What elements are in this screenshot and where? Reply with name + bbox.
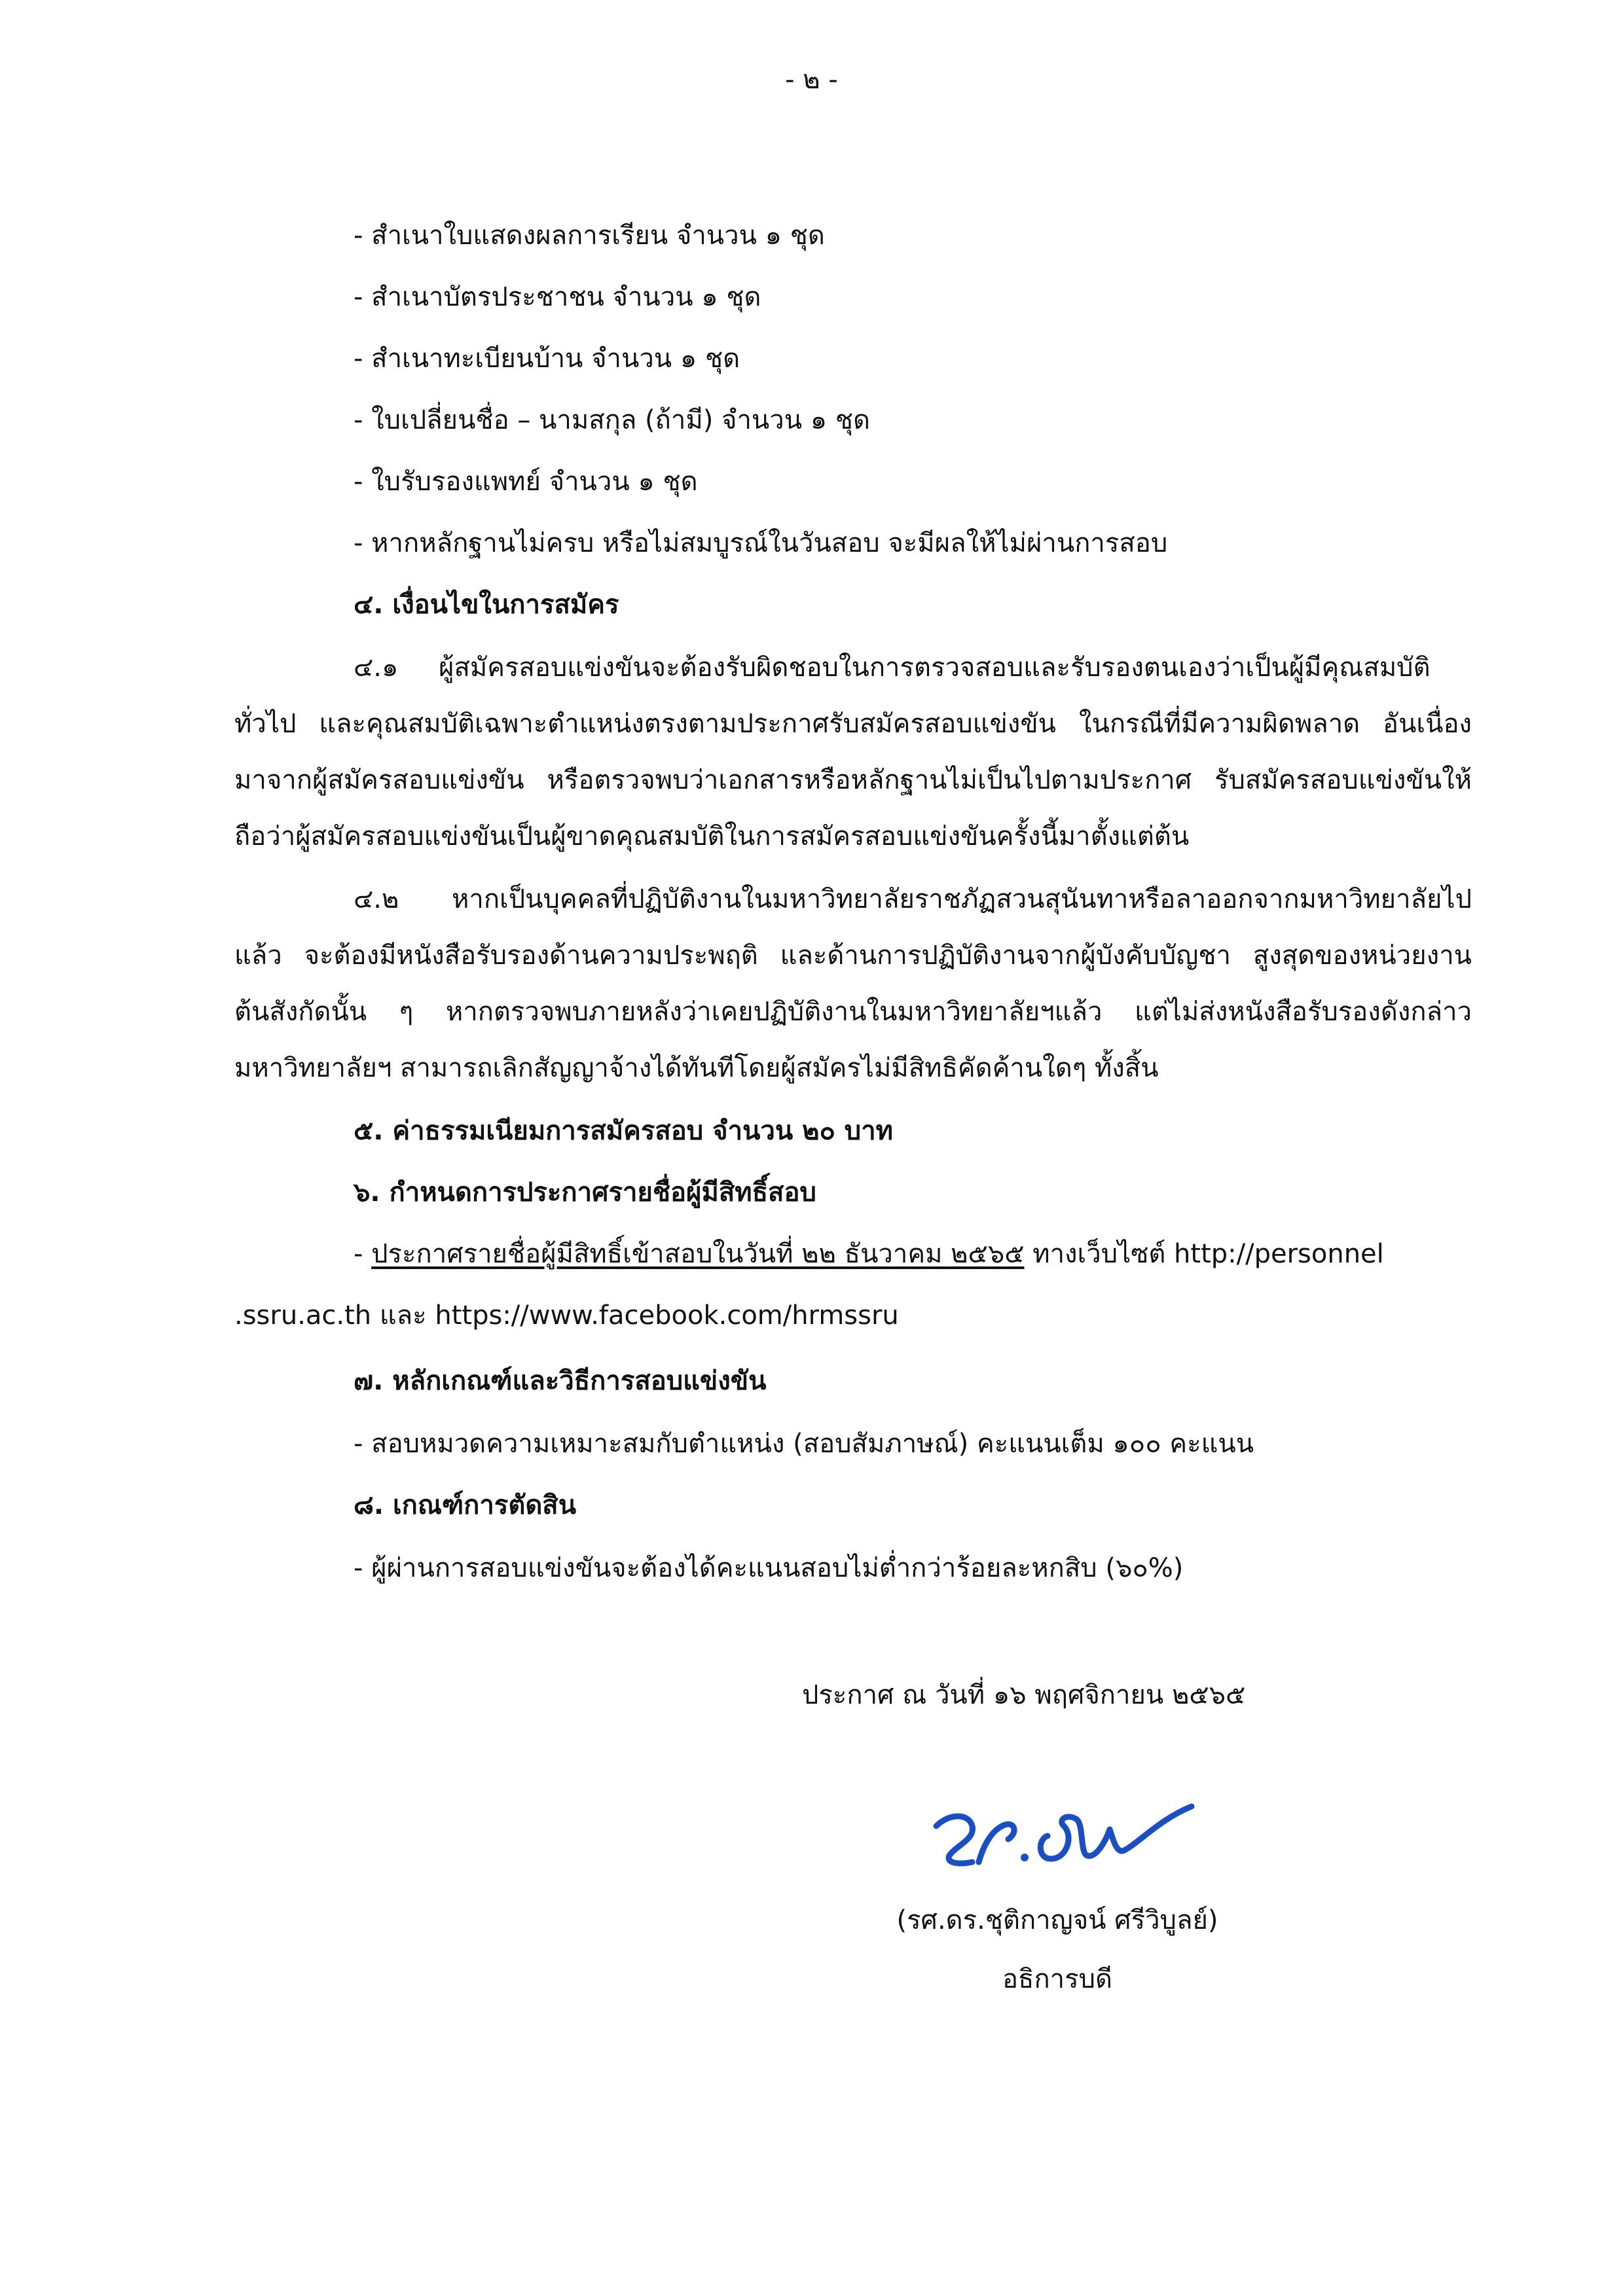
section-heading: ๗. หลักเกณฑ์และวิธีการสอบแข่งขัน (354, 1366, 767, 1396)
paragraph-line: แล้ว จะต้องมีหนังสือรับรองด้านความประพฤติ และด้านการปฏิบัติงานจากผู้บังคับบัญชา สูงสุดของหน่วยงาน (234, 941, 1472, 971)
paragraph-line: ต้นสังกัดนั้น ๆ หากตรวจพบภายหลังว่าเคยปฏิบัติงานในมหาวิทยาลัยฯแล้ว แต่ไม่ส่งหนังสือรับรองดังกล่าว (234, 997, 1472, 1027)
document-item: - ใบรับรองแพทย์ จำนวน ๑ ชุด (354, 467, 698, 497)
website-text: ทางเว็บไซต์ http://personnel (1024, 1239, 1384, 1269)
section-heading: ๖. กำหนดการประกาศรายชื่อผู้มีสิทธิ์สอบ (354, 1177, 816, 1208)
signer-name: (รศ.ดร.ชุติกาญจน์ ศรีวิบูลย์) (896, 1905, 1218, 1935)
dash: - (354, 1239, 372, 1269)
announcement-line (354, 1234, 1384, 1274)
website-urls: .ssru.ac.th และ https://www.facebook.com/hrmssru (234, 1300, 899, 1331)
document-item: - หากหลักฐานไม่ครบ หรือไม่สมบูรณ์ในวันสอบ จะมีผลให้ไม่ผ่านการสอบ (354, 528, 1168, 558)
criteria-item: - ผู้ผ่านการสอบแข่งขันจะต้องได้คะแนนสอบไม่ต่ำกว่าร้อยละหกสิบ (๖๐%) (354, 1553, 1184, 1583)
paragraph-text: ผู้สมัครสอบแข่งขันจะต้องรับผิดชอบในการตรวจสอบและรับรองตนเองว่าเป็นผู้มีคุณสมบัติ (439, 653, 1431, 683)
document-item: - สำเนาบัตรประชาชน จำนวน ๑ ชุด (354, 282, 761, 312)
document-item: - ใบเปลี่ยนชื่อ – นามสกุล (ถ้ามี) จำนวน ๑ ชุด (354, 405, 871, 435)
paragraph-line: ถือว่าผู้สมัครสอบแข่งขันเป็นผู้ขาดคุณสมบัติในการสมัครสอบแข่งขันครั้งนี้มาตั้งแต่ต้น (234, 821, 1190, 852)
section-heading: ๔. เงื่อนไขในการสมัคร (354, 590, 619, 620)
announcement-date: ประกาศ ณ วันที่ ๑๖ พฤศจิกายน ๒๕๖๕ (802, 1680, 1246, 1710)
paragraph-line: มหาวิทยาลัยฯ สามารถเลิกสัญญาจ้างได้ทันทีโดยผู้สมัครไม่มีสิทธิคัดค้านใดๆ ทั้งสิ้น (234, 1053, 1159, 1083)
announcement-date-underlined: ประกาศรายชื่อผู้มีสิทธิ์เข้าสอบในวันที่ ๒๒ ธันวาคม ๒๕๖๕ (371, 1239, 1025, 1269)
paragraph-line: มาจากผู้สมัครสอบแข่งขัน หรือตรวจพบว่าเอกสารหรือหลักฐานไม่เป็นไปตามประกาศ รับสมัครสอบแข่งขันให้ (234, 765, 1472, 795)
section-heading: ๕. ค่าธรรมเนียมการสมัครสอบ จำนวน ๒๐ บาท (354, 1116, 894, 1146)
clause-number: ๔.๑ (354, 653, 399, 683)
document-item: - สำเนาใบแสดงผลการเรียน จำนวน ๑ ชุด (354, 221, 825, 251)
document-item: - สำเนาทะเบียนบ้าน จำนวน ๑ ชุด (354, 344, 740, 374)
paragraph-line (234, 648, 1472, 687)
paragraph-line: ทั่วไป และคุณสมบัติเฉพาะตำแหน่งตรงตามประกาศรับสมัครสอบแข่งขัน ในกรณีที่มีความผิดพลาด อันเนื่อง (234, 709, 1472, 739)
page-number: - ๒ - (785, 65, 838, 95)
section-heading: ๘. เกณฑ์การตัดสิน (354, 1490, 577, 1520)
signature-image (910, 1774, 1205, 1878)
paragraph-line: ๔.๒ หากเป็นบุคคลที่ปฏิบัติงานในมหาวิทยาลัยราชภัฏสวนสุนันทาหรือลาออกจากมหาวิทยาลัยไป (354, 884, 1472, 914)
criteria-item: - สอบหมวดความเหมาะสมกับตำแหน่ง (สอบสัมภาษณ์) คะแนนเต็ม ๑๐๐ คะแนน (354, 1429, 1254, 1459)
signer-title: อธิการบดี (1002, 1964, 1112, 1994)
